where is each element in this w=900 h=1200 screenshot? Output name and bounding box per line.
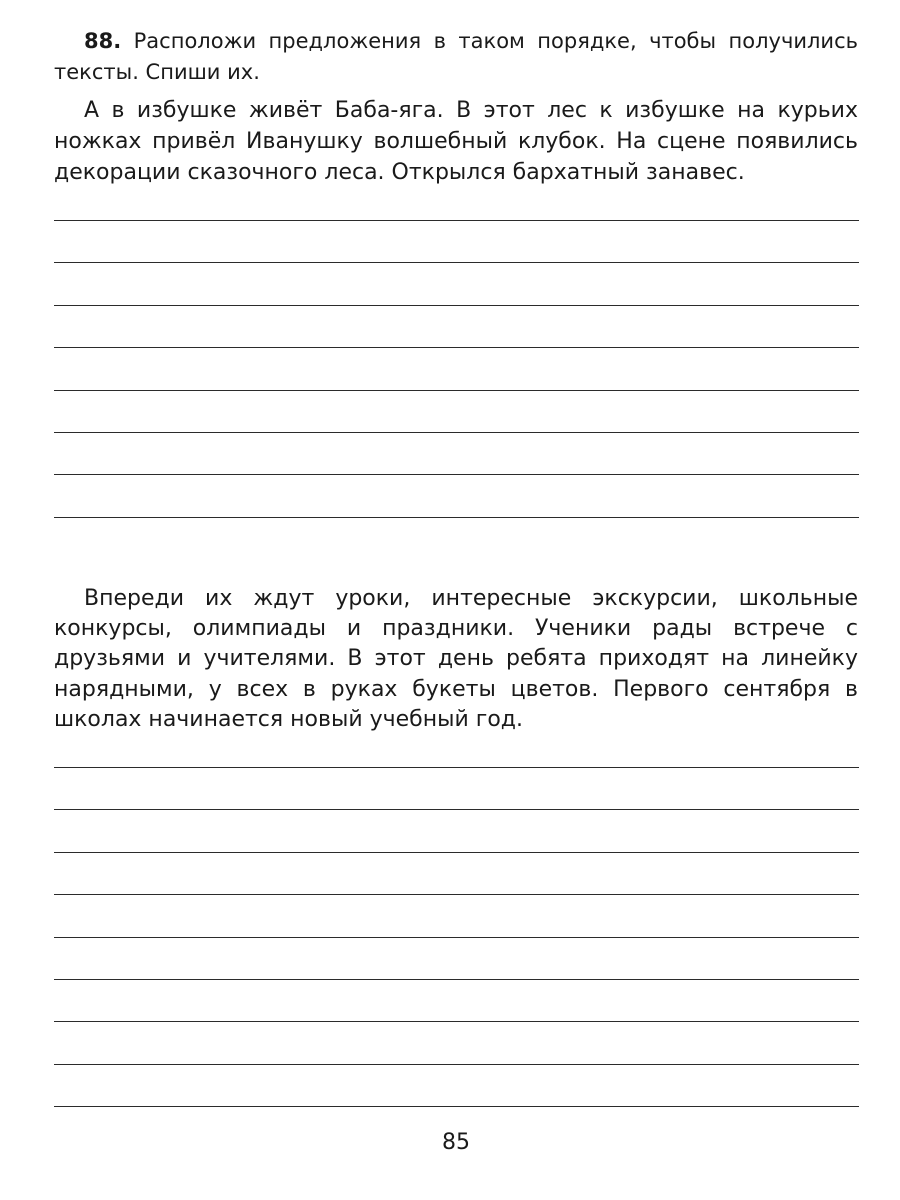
writing-line xyxy=(54,347,859,348)
writing-line xyxy=(54,305,859,306)
writing-line xyxy=(54,1106,859,1107)
writing-line xyxy=(54,1064,859,1065)
writing-line xyxy=(54,517,859,518)
writing-line xyxy=(54,894,859,895)
page-number: 85 xyxy=(442,1130,470,1155)
writing-line xyxy=(54,474,859,475)
writing-line xyxy=(54,262,859,263)
passage-1-text: А в избушке живёт Баба-яга. В этот лес к избушке на курьих ножках привёл Иванушку волшебный клубок. На сцене появились декорации сказочного леса. Открылся бархатный занавес. xyxy=(54,98,858,185)
writing-line xyxy=(54,937,859,938)
writing-line xyxy=(54,432,859,433)
writing-line xyxy=(54,809,859,810)
writing-line xyxy=(54,979,859,980)
writing-line xyxy=(54,220,859,221)
writing-line xyxy=(54,390,859,391)
writing-line xyxy=(54,767,859,768)
task-instruction xyxy=(54,26,858,87)
writing-line xyxy=(54,1021,859,1022)
task-instruction-text: Расположи предложения в таком порядке, чтобы получились тексты. Спиши их. xyxy=(54,29,858,84)
writing-line xyxy=(54,852,859,853)
passage-2-text: Впереди их ждут уроки, интересные экскурсии, школьные конкурсы, олимпиады и праздники. Ученики рады встрече с друзьями и учителями. В этот день ребята приходят на линейку нарядными, у всех в руках букеты цветов. Первого сентября в школах начинается новый учебный год. xyxy=(54,586,858,732)
task-number: 88. xyxy=(84,29,122,53)
